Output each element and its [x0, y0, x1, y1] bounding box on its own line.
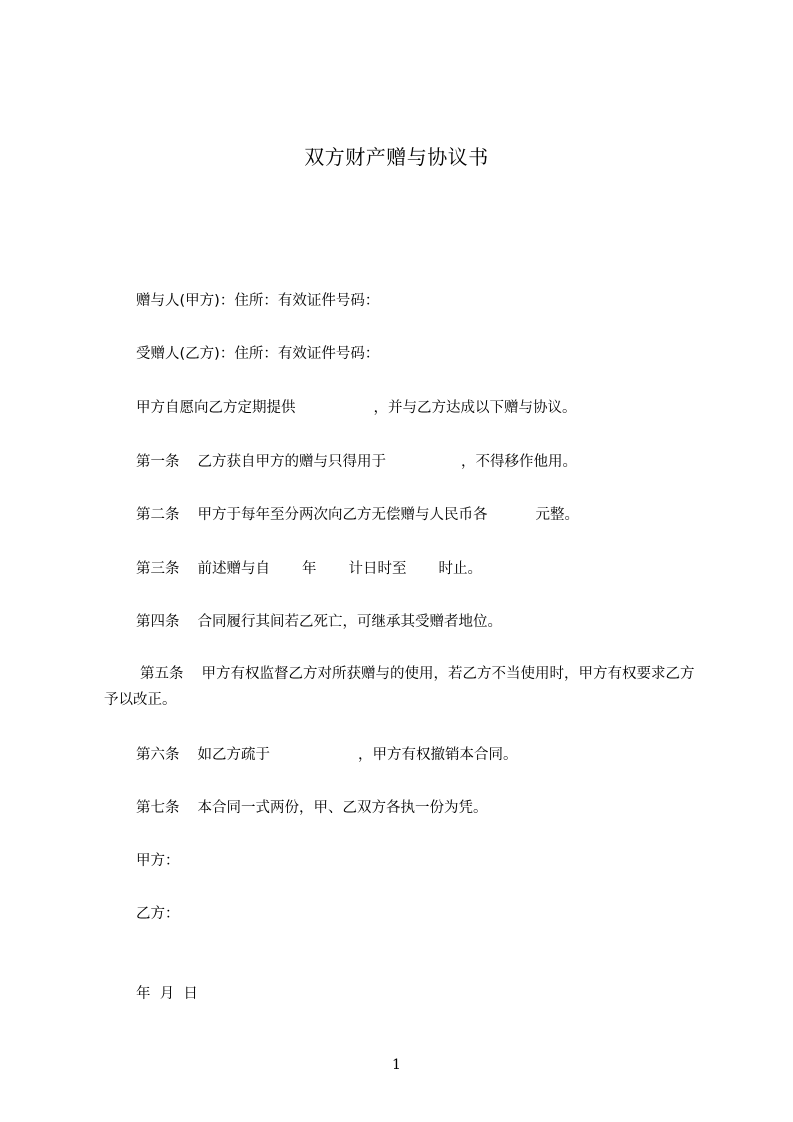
- signing-date: [136, 984, 198, 1004]
- intro-text-a: 甲方自愿向乙方定期提供: [136, 400, 296, 416]
- party-a-signature: [136, 851, 180, 871]
- article-1-text-a: 乙方获自甲方的赠与只得用于: [197, 454, 386, 470]
- article-2-text-a: 甲方于每年至分两次向乙方无偿赠与人民币各: [197, 507, 488, 523]
- article-6-label: 第六条: [136, 747, 180, 763]
- article-6-text-b: ，甲方有权撤销本合同。: [358, 747, 518, 763]
- article-2-label: 第二条: [136, 507, 180, 523]
- donor-text: 赠与人(甲方)：住所：有效证件号码：: [136, 293, 380, 309]
- article-6: [136, 745, 518, 765]
- article-4-label: 第四条: [136, 614, 180, 630]
- article-5-label: 第五条: [140, 666, 184, 682]
- article-3-text-c: 计日时至: [348, 561, 407, 577]
- article-5-text: 甲方有权监督乙方对所获赠与的使用，若乙方不当使用时，甲方有权要求乙方予以改正。: [104, 666, 695, 708]
- article-3-text-a: 前述赠与自: [197, 561, 270, 577]
- donor-line: [136, 291, 379, 311]
- article-4-text: 合同履行其间若乙死亡，可继承其受赠者地位。: [197, 614, 502, 630]
- article-3-text-d: 时止。: [438, 561, 482, 577]
- article-4: [136, 612, 502, 632]
- article-7-text: 本合同一式两份，甲、乙双方各执一份为凭。: [197, 800, 488, 816]
- intro-paragraph: [136, 398, 577, 418]
- article-6-text-a: 如乙方疏于: [197, 747, 270, 763]
- donee-line: [136, 344, 379, 364]
- article-1-label: 第一条: [136, 454, 180, 470]
- article-7: [136, 798, 488, 818]
- article-5: [104, 661, 704, 713]
- signing-date-text: 年 月 日: [136, 986, 198, 1002]
- article-2-text-b: 元整。: [535, 507, 579, 523]
- document-title: 双方财产赠与协议书: [304, 145, 489, 169]
- article-3-label: 第三条: [136, 561, 180, 577]
- donee-text: 受赠人(乙方)：住所：有效证件号码：: [136, 346, 380, 362]
- party-b-label: 乙方：: [136, 906, 180, 922]
- article-2: [136, 505, 579, 525]
- article-1-text-b: ，不得移作他用。: [461, 454, 577, 470]
- party-a-label: 甲方：: [136, 853, 180, 869]
- intro-text-b: ，并与乙方达成以下赠与协议。: [373, 400, 577, 416]
- article-1: [136, 452, 577, 472]
- article-3-text-b: 年: [302, 561, 317, 577]
- page-number: 1: [392, 1057, 401, 1073]
- article-3: [136, 559, 482, 579]
- party-b-signature: [136, 904, 180, 924]
- article-7-label: 第七条: [136, 800, 180, 816]
